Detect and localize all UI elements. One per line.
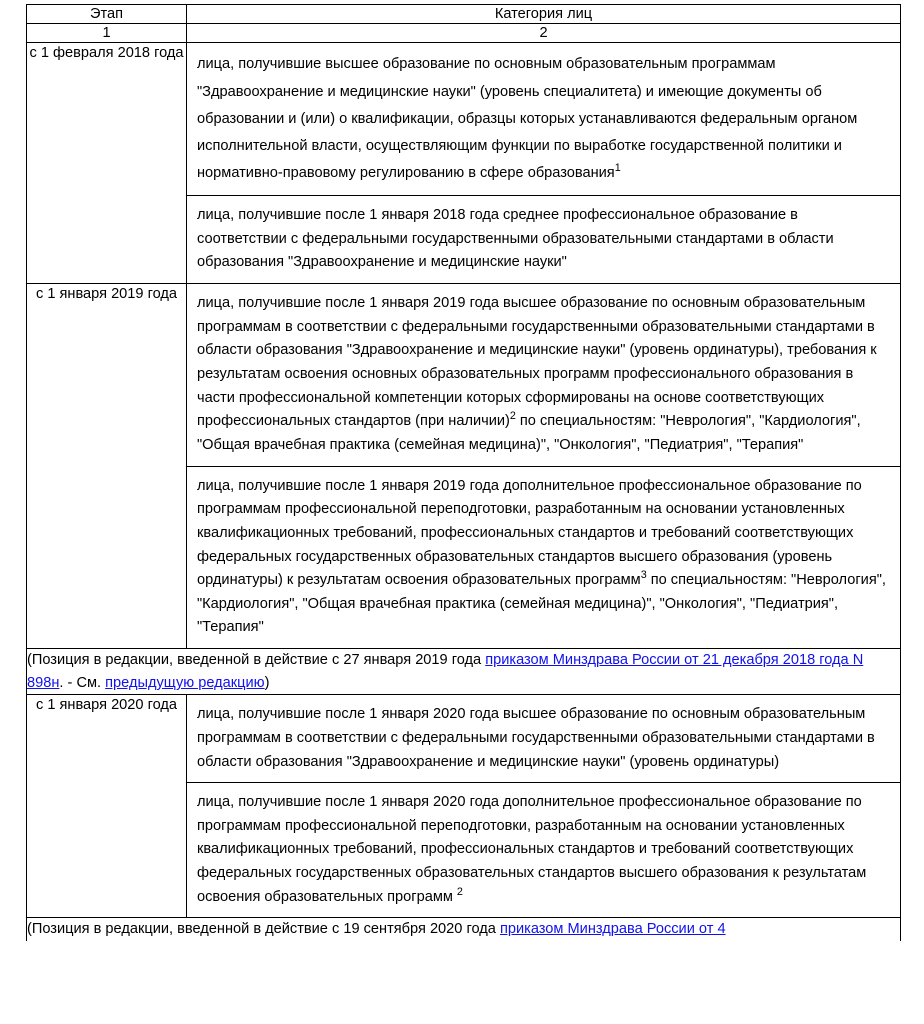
footnote-marker: 3 (640, 569, 647, 582)
list-item (187, 43, 900, 195)
footnote-marker: 2 (509, 410, 516, 423)
header-cell-category: Категория лиц (187, 5, 901, 24)
category-item-2020-1: лица, получившие после 1 января 2020 года высшее образование по основным образовательным программам в соответствии с федеральными государственными образовательными стандартами в области образования "Здравоохранение и медицинские науки" (уровень ординатуры) (187, 695, 900, 782)
column-number-category: 2 (187, 24, 901, 43)
table-row (27, 43, 901, 284)
qualification-stages-table (26, 4, 901, 941)
category-item-2018-2: лица, получившие после 1 января 2018 года среднее профессиональное образование в соответствии с федеральными государственными образовательными стандартами в области образования "Здравоохранение и медицинские науки" (197, 207, 834, 271)
note-prefix: (Позиция в редакции, введенной в действие с 27 января 2019 года (27, 652, 486, 669)
category-item-text: лица, получившие высшее образование по основным образовательным программам "Здравоохранение и медицинские науки" (уровень специалитета) и имеющие документы об образовании и (или) о квалификации, образцы которых устанавливаются федеральным органом исполнительной власти, осуществляющим функции по выработке государственной политики и нормативно-правовому регулированию в сфере образования (197, 56, 858, 182)
list-item (187, 466, 900, 648)
stage-label-2018: с 1 февраля 2018 года (27, 43, 187, 284)
footnote-marker: 1 (614, 162, 621, 175)
category-sublist-2018 (187, 43, 900, 283)
table-column-number-row (27, 24, 901, 43)
list-item (187, 284, 900, 466)
column-number-stage: 1 (27, 24, 187, 43)
editorial-note-2020 (27, 918, 901, 941)
table-header-row (27, 5, 901, 24)
category-item-text-cont: по специальностям: "Неврология", "Кардиология", "Общая врачебная практика (семейная медицина)", "Онкология", "Педиатрия", "Терапия" (197, 413, 861, 453)
footnote-marker: 2 (456, 885, 463, 898)
note-suffix: ) (264, 674, 270, 691)
category-item-2019-2 (187, 466, 900, 648)
note-link-previous-version[interactable]: предыдущую редакцию (105, 674, 265, 691)
category-item-text: лица, получившие после 1 января 2019 года высшее образование по основным образовательным программам в соответствии с федеральными государственными образовательными стандартами в области образования "Здравоохранение и медицинские науки" (уровень ординатуры), требования к результатам освоения основных образовательных программ профессионального образования в части профессиональной компетенции которых сформированы на основе соответствующих профессиональных стандартов (при наличии) (197, 295, 877, 430)
note-prefix: (Позиция в редакции, введенной в действие с 19 сентября 2020 года (27, 921, 500, 938)
editorial-note-2019 (27, 649, 901, 695)
table-row-note (27, 918, 901, 941)
table-row (27, 284, 901, 649)
category-sublist-2019 (187, 284, 900, 648)
note-middle: . - См. (59, 674, 106, 691)
category-item-2019-1 (187, 284, 900, 466)
category-item-2018-1 (187, 43, 900, 195)
header-cell-stage: Этап (27, 5, 187, 24)
table-row-note (27, 649, 901, 695)
list-item (187, 783, 900, 918)
list-item (187, 695, 900, 782)
table-row (27, 695, 901, 918)
note-link-order[interactable]: приказом Минздрава России от 21 декабря 2018 года N 898н (27, 652, 864, 691)
stage-label-2019: с 1 января 2019 года (27, 284, 187, 649)
category-item-2020-2 (187, 783, 900, 918)
list-item (187, 196, 900, 283)
category-item-text: лица, получившие после 1 января 2019 года дополнительное профессиональное образование по программам профессиональной переподготовки, разработанным на основании установленных квалификационных требований, профессиональных стандартов и требований соответствующих федеральных государственных образовательных стандартов высшего образования (уровень ординатуры) к результатам освоения образовательных программ (197, 477, 862, 589)
category-sublist-2020 (187, 695, 900, 917)
category-cell-2018 (187, 43, 901, 284)
category-item-text-cont: по специальностям: "Неврология", "Кардиология", "Общая врачебная практика (семейная медицина)", "Онкология", "Педиатрия", "Терапия" (197, 572, 886, 636)
category-cell-2020 (187, 695, 901, 918)
note-link-order[interactable]: приказом Минздрава России от 4 (499, 921, 726, 938)
category-cell-2019 (187, 284, 901, 649)
category-item-text: лица, получившие после 1 января 2020 года дополнительное профессиональное образование по программам профессиональной переподготовки, разработанным на основании установленных квалификационных требований, профессиональных стандартов и требований соответствующих федеральных государственных образовательных стандартов высшего образования к результатам освоения образовательных программ (197, 794, 867, 905)
stage-label-2020: с 1 января 2020 года (27, 695, 187, 918)
